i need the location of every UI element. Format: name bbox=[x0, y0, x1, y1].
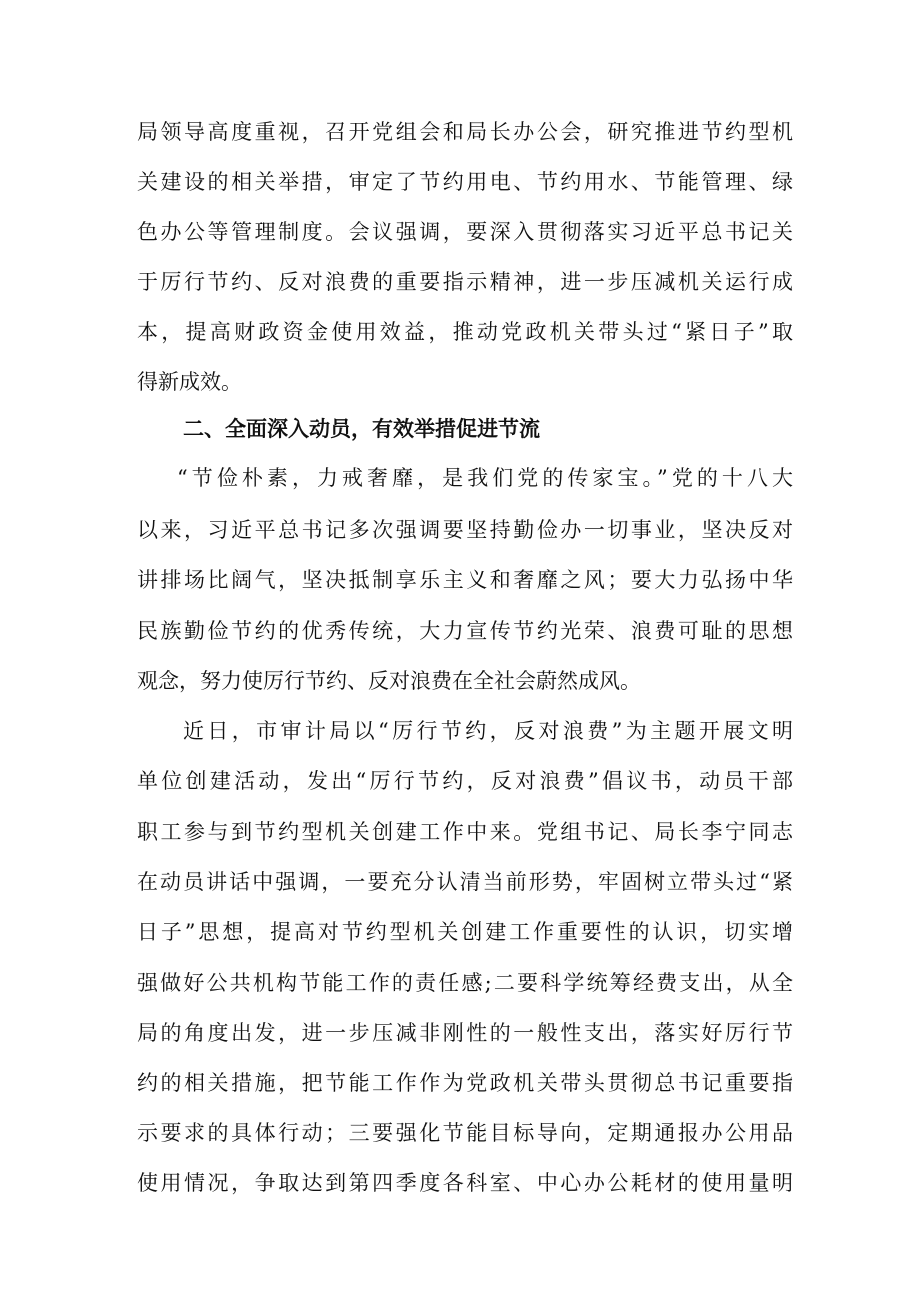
paragraph-2-line-2: 以来，习近平总书记多次强调要坚持勤俭办一切事业，坚决反对 bbox=[137, 518, 793, 542]
paragraph-3-line-5: 日子”思想，提高对节约型机关创建工作重要性的认识，切实增 bbox=[137, 920, 793, 944]
paragraph-3-line-3: 职工参与到节约型机关创建工作中来。党组书记、局长李宁同志 bbox=[137, 820, 793, 844]
paragraph-1-line-1: 局领导高度重视，召开党组会和局长办公会，研究推进节约型机 bbox=[137, 120, 793, 144]
paragraph-3-line-6: 强做好公共机构节能工作的责任感;二要科学统筹经费支出，从全 bbox=[137, 971, 793, 995]
paragraph-3-line-8: 约的相关措施，把节能工作作为党政机关带头贯彻总书记重要指 bbox=[137, 1071, 793, 1095]
paragraph-3-line-4: 在动员讲话中强调，一要充分认清当前形势，牢固树立带头过“紧 bbox=[137, 870, 793, 894]
paragraph-3-line-9: 示要求的具体行动；三要强化节能目标导向，定期通报办公用品 bbox=[137, 1121, 793, 1145]
paragraph-2-line-5: 观念，努力使厉行节约、反对浪费在全社会蔚然成风。 bbox=[137, 669, 641, 693]
paragraph-2-line-4: 民族勤俭节约的优秀传统，大力宣传节约光荣、浪费可耻的思想 bbox=[137, 619, 793, 643]
paragraph-3-line-2: 单位创建活动，发出“厉行节约，反对浪费”倡议书，动员干部 bbox=[137, 769, 793, 793]
paragraph-3-line-10: 使用情况，争取达到第四季度各科室、中心办公耗材的使用量明 bbox=[137, 1171, 793, 1195]
paragraph-2-line-1: “节俭朴素，力戒奢靡，是我们党的传家宝。”党的十八大 bbox=[177, 466, 793, 490]
paragraph-1-line-4: 于厉行节约、反对浪费的重要指示精神，进一步压减机关运行成 bbox=[137, 270, 793, 294]
paragraph-3-line-1: 近日，市审计局以“厉行节约，反对浪费”为主题开展文明 bbox=[183, 719, 793, 743]
paragraph-1-line-3: 色办公等管理制度。会议强调，要深入贯彻落实习近平总书记关 bbox=[137, 220, 793, 244]
paragraph-3-line-7: 局的角度出发，进一步压减非刚性的一般性支出，落实好厉行节 bbox=[137, 1021, 793, 1045]
section-heading: 二、全面深入动员，有效举措促进节流 bbox=[183, 417, 540, 441]
paragraph-1-line-2: 关建设的相关举措，审定了节约用电、节约用水、节能管理、绿 bbox=[137, 170, 793, 194]
paragraph-2-line-3: 讲排场比阔气，坚决抵制享乐主义和奢靡之风；要大力弘扬中华 bbox=[137, 568, 793, 592]
paragraph-1-line-5: 本，提高财政资金使用效益，推动党政机关带头过“紧日子”取 bbox=[137, 320, 793, 344]
paragraph-1-line-6: 得新成效。 bbox=[137, 370, 242, 394]
